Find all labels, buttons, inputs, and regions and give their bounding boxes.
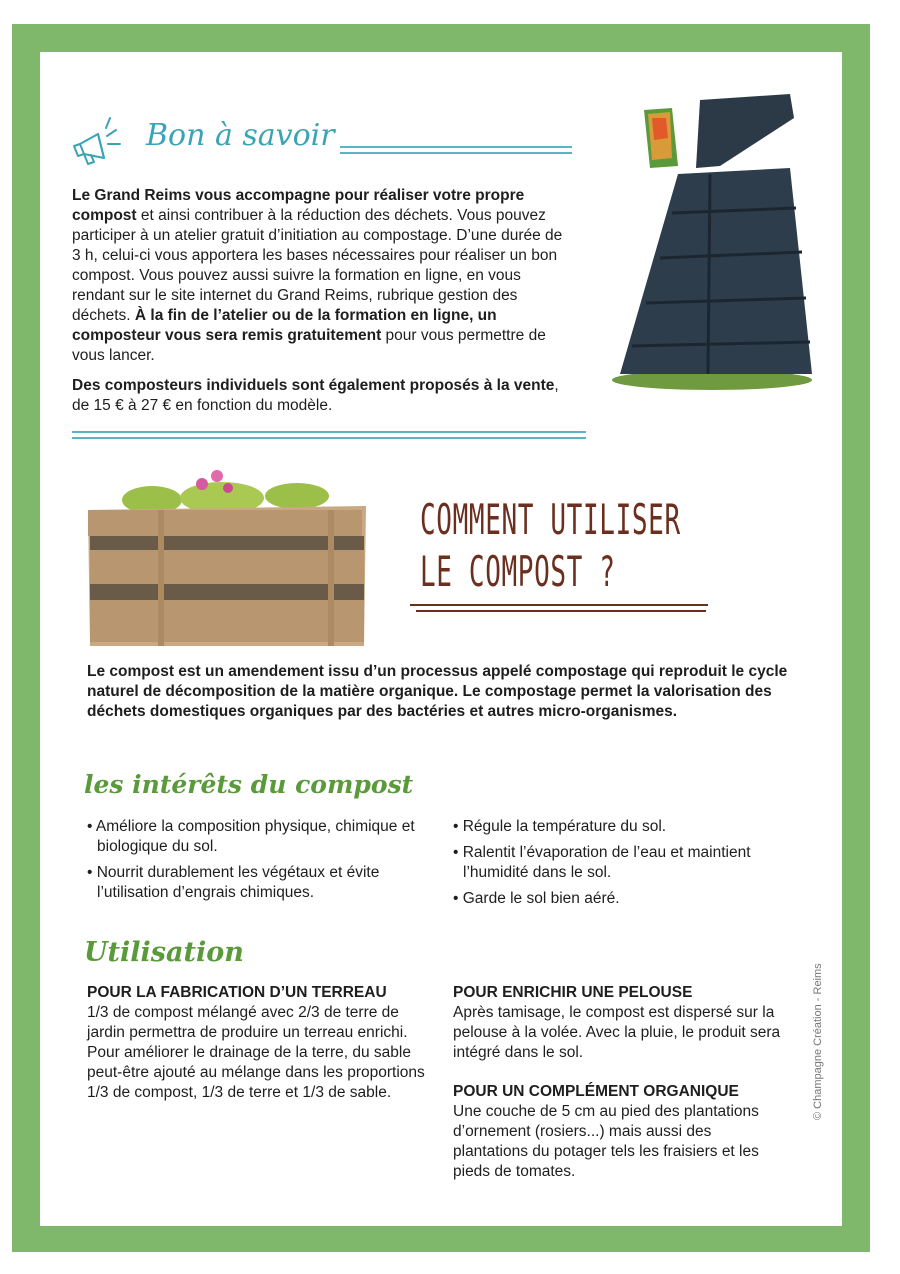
interets-left-column [87,817,427,909]
pelouse-block [453,983,783,1063]
megaphone-icon [70,110,132,170]
body-text: , de 15 € à 27 € en fonction du modèle. [72,377,559,414]
comment-utiliser-title [420,494,681,598]
photo-credit [812,950,826,1120]
bon-a-savoir-title: Bon à savoir [146,118,335,153]
title-underline-1 [340,146,572,148]
bon-a-savoir-paragraph-2 [72,376,572,416]
brown-underline-1 [410,604,708,606]
brown-underline-2 [416,610,706,612]
emphasis-text: À la fin de l’atelier ou de la formation en ligne, un composteur vous sera remis gratuitement [72,307,497,344]
title-line-2: LE COMPOST ? [420,547,616,596]
interets-title: les intérêts du compost [84,770,414,799]
title-line-1: COMMENT UTILISER [420,495,681,544]
crate-image [82,462,372,648]
list-item: • Ralentit l’évaporation de l’eau et maintient l’humidité dans le sol. [453,844,751,881]
interets-right-column [453,817,773,915]
list-item: • Garde le sol bien aéré. [453,890,620,907]
bon-a-savoir-paragraph-1 [72,186,572,366]
section-divider-1 [72,431,586,433]
emphasis-text: Le Grand Reims vous accompagne pour réaliser votre propre compost [72,187,525,224]
terreau-heading: POUR LA FABRICATION D’UN TERREAU [87,984,387,1001]
compost-intro: Le compost est un amendement issu d’un processus appelé compostage qui reproduit le cycle naturel de décomposition de la matière organique. Le compostage permet la valorisation des déchets domestiques organiques par des bactéries et autres micro-organismes. [87,663,788,720]
body-text: pour vous permettre de vous lancer. [72,327,546,364]
bon-a-savoir-text [72,186,572,416]
composter-image [600,88,820,398]
title-underline-2 [340,152,572,154]
pelouse-heading: POUR ENRICHIR UNE PELOUSE [453,984,693,1001]
complement-heading: POUR UN COMPLÉMENT ORGANIQUE [453,1083,739,1100]
body-text: et ainsi contribuer à la réduction des déchets. Vous pouvez participer à un atelier gratuit d’initiation au compostage. D’une durée de 3 h, celui-ci vous apportera les bases nécessaires pour réaliser un bon compost. Vous pouvez aussi suivre la formation en ligne, en vous rendant sur le site internet du Grand Reims, rubrique gestion des déchets. [72,207,563,324]
list-item: • Nourrit durablement les végétaux et évite l’utilisation d’engrais chimiques. [87,864,380,901]
list-item: • Améliore la composition physique, chimique et biologique du sol. [87,818,415,855]
emphasis-text: Des composteurs individuels sont également proposés à la vente [72,377,555,394]
complement-block [453,1082,783,1182]
terreau-block [87,983,427,1103]
pelouse-text: Après tamisage, le compost est dispersé sur la pelouse à la volée. Avec la pluie, le produit sera intégré dans le sol. [453,1004,781,1061]
complement-text: Une couche de 5 cm au pied des plantations d’ornement (rosiers...) mais aussi des plantations du potager tels les fraisiers et les pieds de tomates. [453,1103,759,1180]
terreau-text: 1/3 de compost mélangé avec 2/3 de terre de jardin permettra de produire un terreau enrichi. Pour améliorer le drainage de la terre, du sable peut-être ajouté au mélange dans les proportions 1/3 de compost, 1/3 de terre et 1/3 de sable. [87,1004,425,1101]
utilisation-title: Utilisation [84,937,244,968]
list-item: • Régule la température du sol. [453,818,667,835]
section-divider-2 [72,437,586,439]
credit-text: © Champagne Création - Reims [812,963,824,1120]
